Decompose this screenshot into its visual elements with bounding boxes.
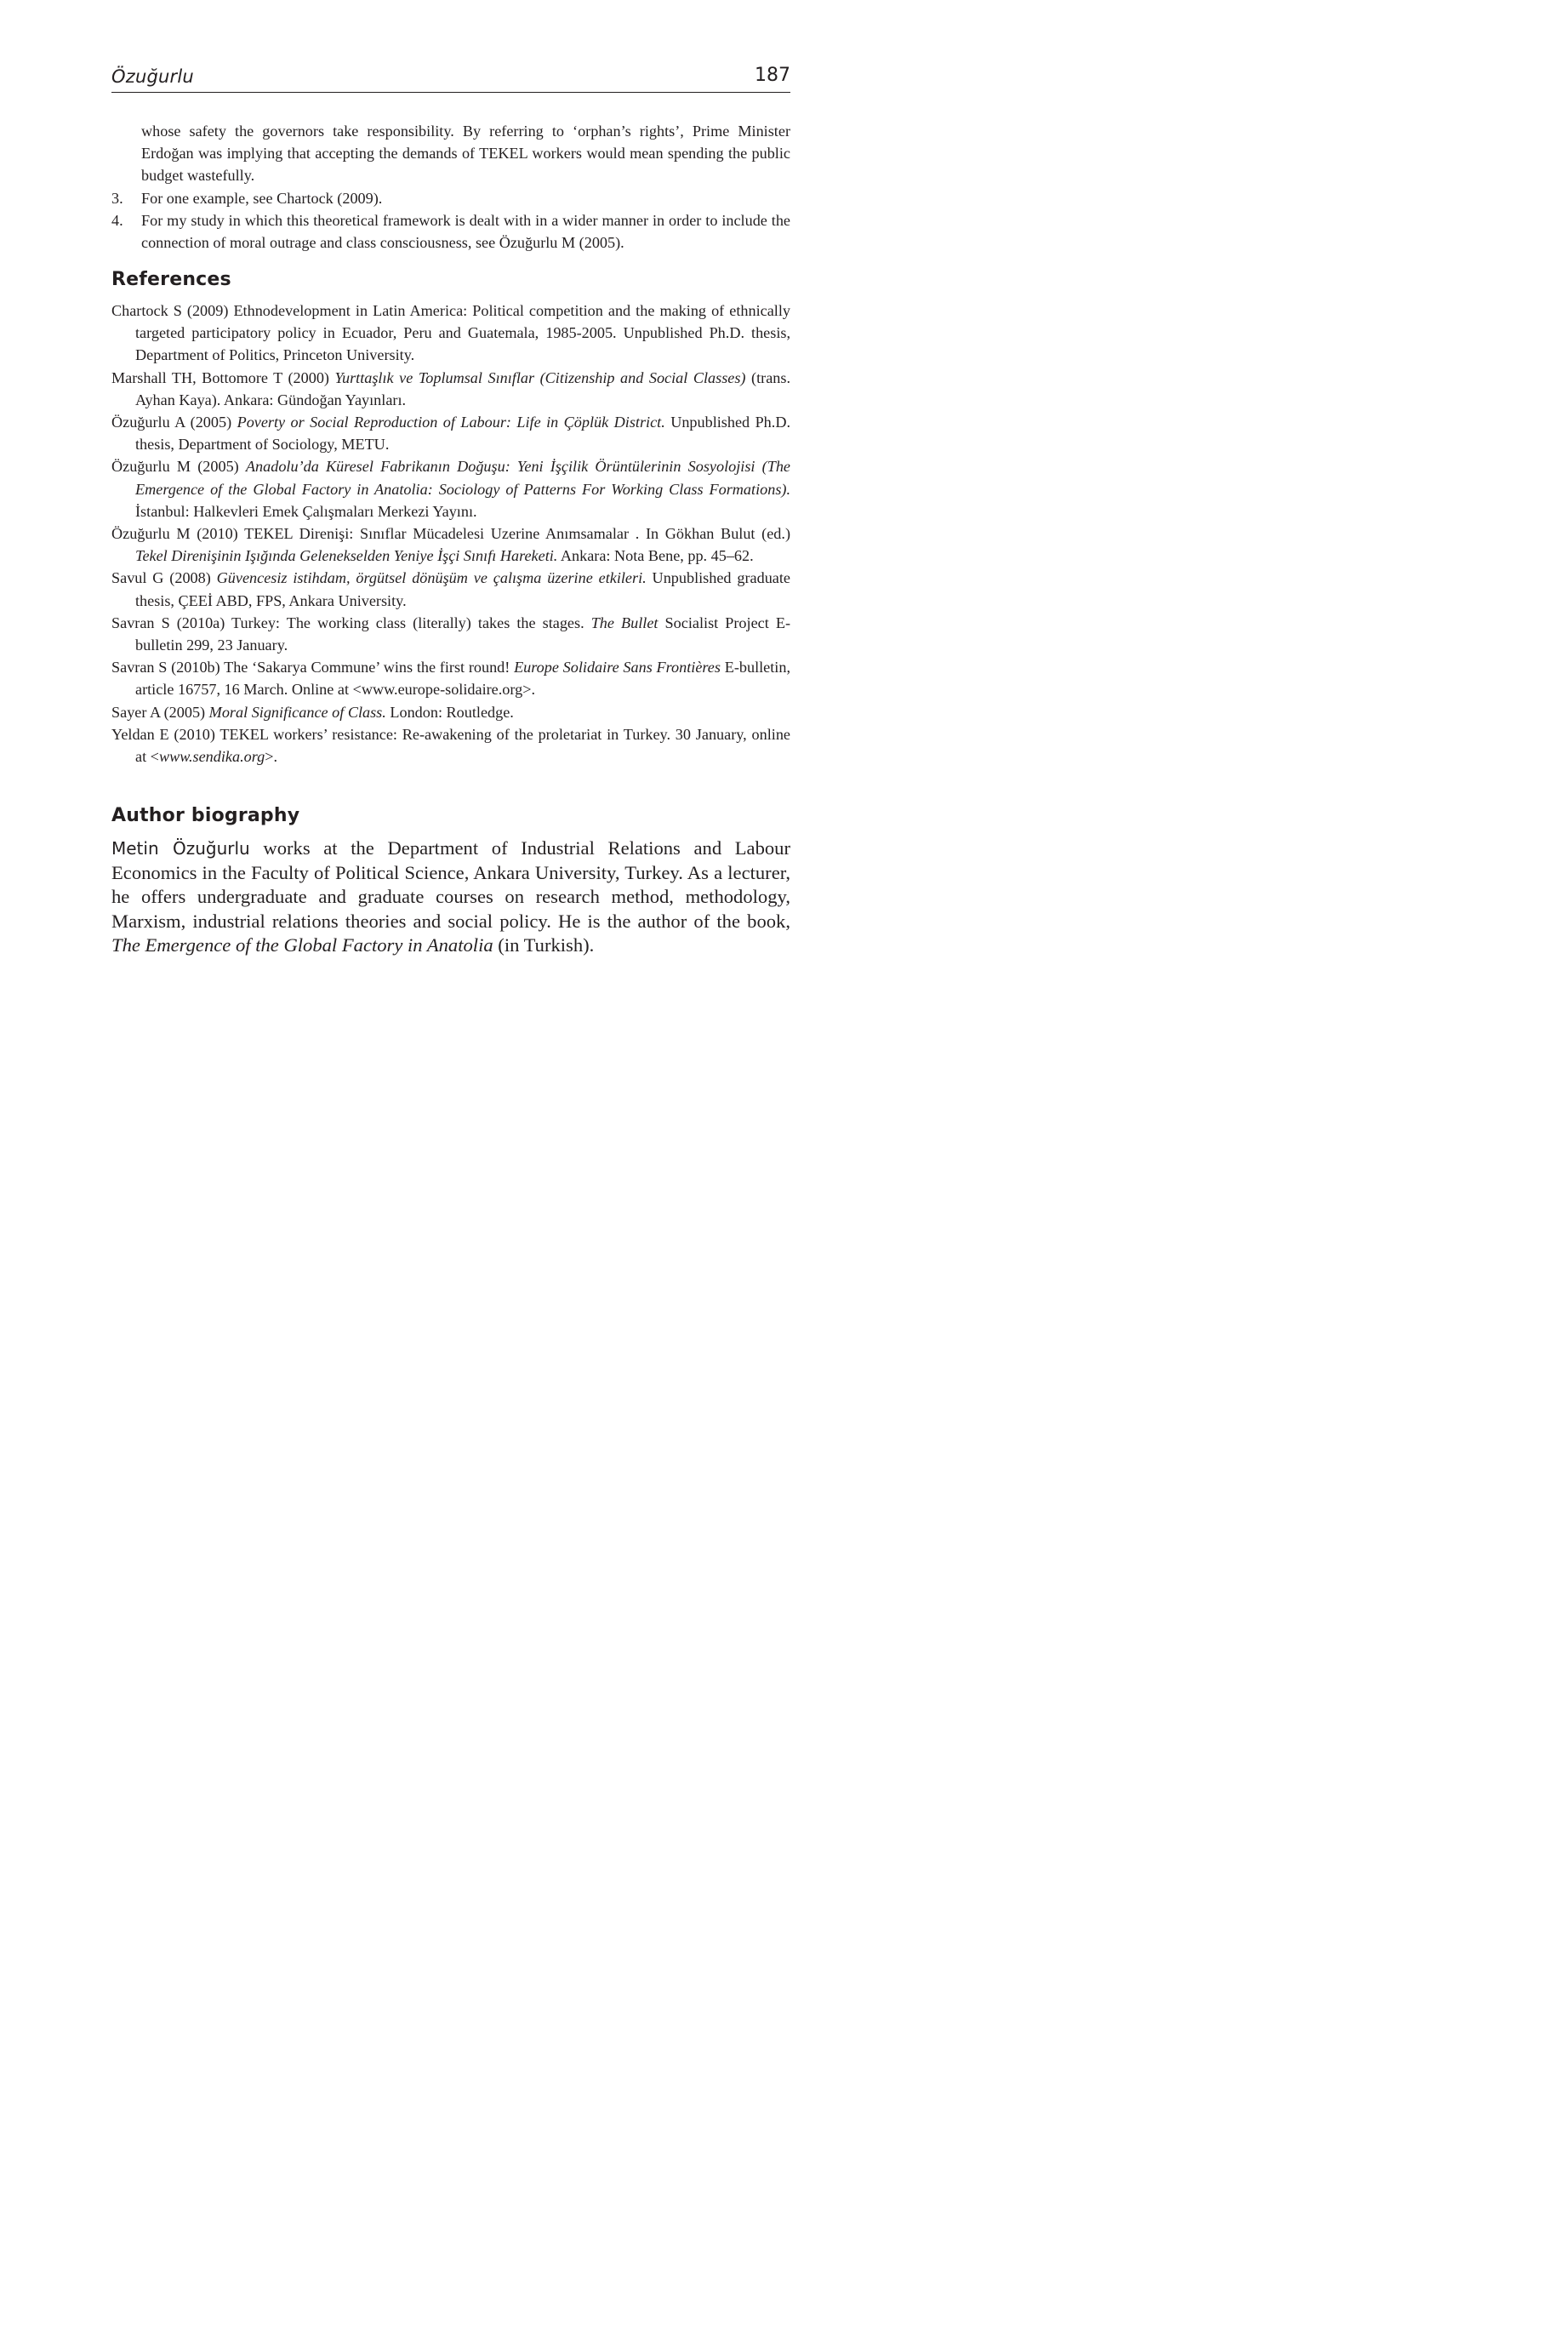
reference-text: Sayer A (2005) <box>111 703 209 721</box>
reference-title: Tekel Direnişinin Işığında Gelenekselden Yeniye İşçi Sınıfı Hareketi. <box>135 547 558 565</box>
author-biography <box>111 836 790 958</box>
reference-item <box>111 300 790 367</box>
reference-title: Europe Solidaire Sans Frontières <box>514 659 721 676</box>
author-name: Metin Özuğurlu <box>111 838 250 859</box>
running-head <box>111 63 790 93</box>
endnote-text: For my study in which this theoretical framework is dealt with in a wider manner in order to include the connection of moral outrage and class consciousness, see Özuğurlu M (2005). <box>141 211 790 252</box>
biography-text: works at the Department of Industrial Relations and Labour Economics in the Faculty of Political Science, Ankara University, Turkey. As a lecturer, he offers undergraduate and graduate courses on research method, methodology, Marxism, industrial relations theories and social policy. He is the author of the book, <box>111 837 791 932</box>
reference-text: İstanbul: Halkevleri Emek Çalışmaları Merkezi Yayını. <box>135 502 477 520</box>
reference-item <box>111 723 790 768</box>
running-head-author: Özuğurlu <box>111 66 194 87</box>
reference-item <box>111 411 790 455</box>
reference-item <box>111 612 790 656</box>
endnote-text: For one example, see Chartock (2009). <box>141 189 383 207</box>
reference-text: Savul G (2008) <box>111 569 217 587</box>
reference-text: Özuğurlu A (2005) <box>111 414 237 431</box>
endnote <box>111 120 790 187</box>
reference-text: (trans. Ayhan Kaya). Ankara: Gündoğan Yayınları. <box>135 368 790 408</box>
reference-item <box>111 522 790 567</box>
reference-list <box>111 300 790 768</box>
reference-item <box>111 367 790 411</box>
endnote <box>111 209 790 254</box>
endnote-text: whose safety the governors take responsibility. By referring to ‘orphan’s rights’, Prime Minister Erdoğan was implying that accepting the demands of TEKEL workers would mean spending the public budget wastefully. <box>141 123 790 185</box>
endnote-number: 3. <box>111 189 123 207</box>
page-number: 187 <box>755 65 790 86</box>
reference-text: Yeldan E (2010) TEKEL workers’ resistance: Re-awakening of the proletariat in Turkey. 30 January, online at < <box>111 725 790 766</box>
reference-title: Moral Significance of Class. <box>208 703 386 721</box>
endnote-number: 4. <box>111 211 123 229</box>
reference-title: www.sendika.org <box>158 748 265 766</box>
reference-text: Savran S (2010b) The ‘Sakarya Commune’ wins the first round! <box>111 659 515 676</box>
reference-text: Socialist Project E-bulletin 299, 23 January. <box>135 614 791 654</box>
reference-item <box>111 701 790 723</box>
reference-title: Güvencesiz istihdam, örgütsel dönüşüm ve çalışma üzerine etkileri. <box>216 569 647 587</box>
reference-text: Özuğurlu M (2010) TEKEL Direnişi: Sınıflar Mücadelesi Uzerine Anımsamalar . In Gökhan Bulut (ed.) <box>111 525 790 543</box>
reference-text: E-bulletin, article 16757, 16 March. Online at <www.europe-solidaire.org>. <box>135 659 790 699</box>
endnote <box>111 187 790 209</box>
reference-item <box>111 656 790 700</box>
reference-text: >. <box>265 748 278 766</box>
reference-title: Yurttaşlık ve Toplumsal Sınıflar (Citizenship and Social Classes) <box>334 368 746 386</box>
reference-text: Özuğurlu M (2005) <box>111 458 246 476</box>
reference-item <box>111 567 790 611</box>
reference-title: Poverty or Social Reproduction of Labour: Life in Çöplük District. <box>237 414 665 431</box>
reference-title: Anadolu’da Küresel Fabrikanın Doğuşu: Yeni İşçilik Örüntülerinin Sosyolojisi (The Emergence of the Global Factory in Anatolia: Sociology of Patterns For Working Class Formations). <box>135 458 790 498</box>
reference-text: Marshall TH, Bottomore T (2000) <box>111 368 335 386</box>
biography-tail: (in Turkish). <box>493 934 595 956</box>
reference-text: Ankara: Nota Bene, pp. 45–62. <box>557 547 754 565</box>
reference-item <box>111 455 790 522</box>
reference-text: London: Routledge. <box>385 703 514 721</box>
author-biography-heading: Author biography <box>111 805 300 826</box>
book-title: The Emergence of the Global Factory in Anatolia <box>111 934 493 956</box>
endnotes <box>111 120 790 254</box>
reference-text: Savran S (2010a) Turkey: The working class (literally) takes the stages. <box>111 614 591 631</box>
references-heading: References <box>111 269 231 290</box>
reference-title: The Bullet <box>590 614 659 631</box>
reference-text: Unpublished graduate thesis, ÇEEİ ABD, FPS, Ankara University. <box>135 569 790 609</box>
reference-text: Unpublished Ph.D. thesis, Department of Sociology, METU. <box>135 414 790 454</box>
reference-text: Chartock S (2009) Ethnodevelopment in Latin America: Political competition and the making of ethnically targeted participatory policy in Ecuador, Peru and Guatemala, 1985-2005. Unpublished Ph.D. thesis, Department of Politics, Princeton University. <box>111 302 790 364</box>
